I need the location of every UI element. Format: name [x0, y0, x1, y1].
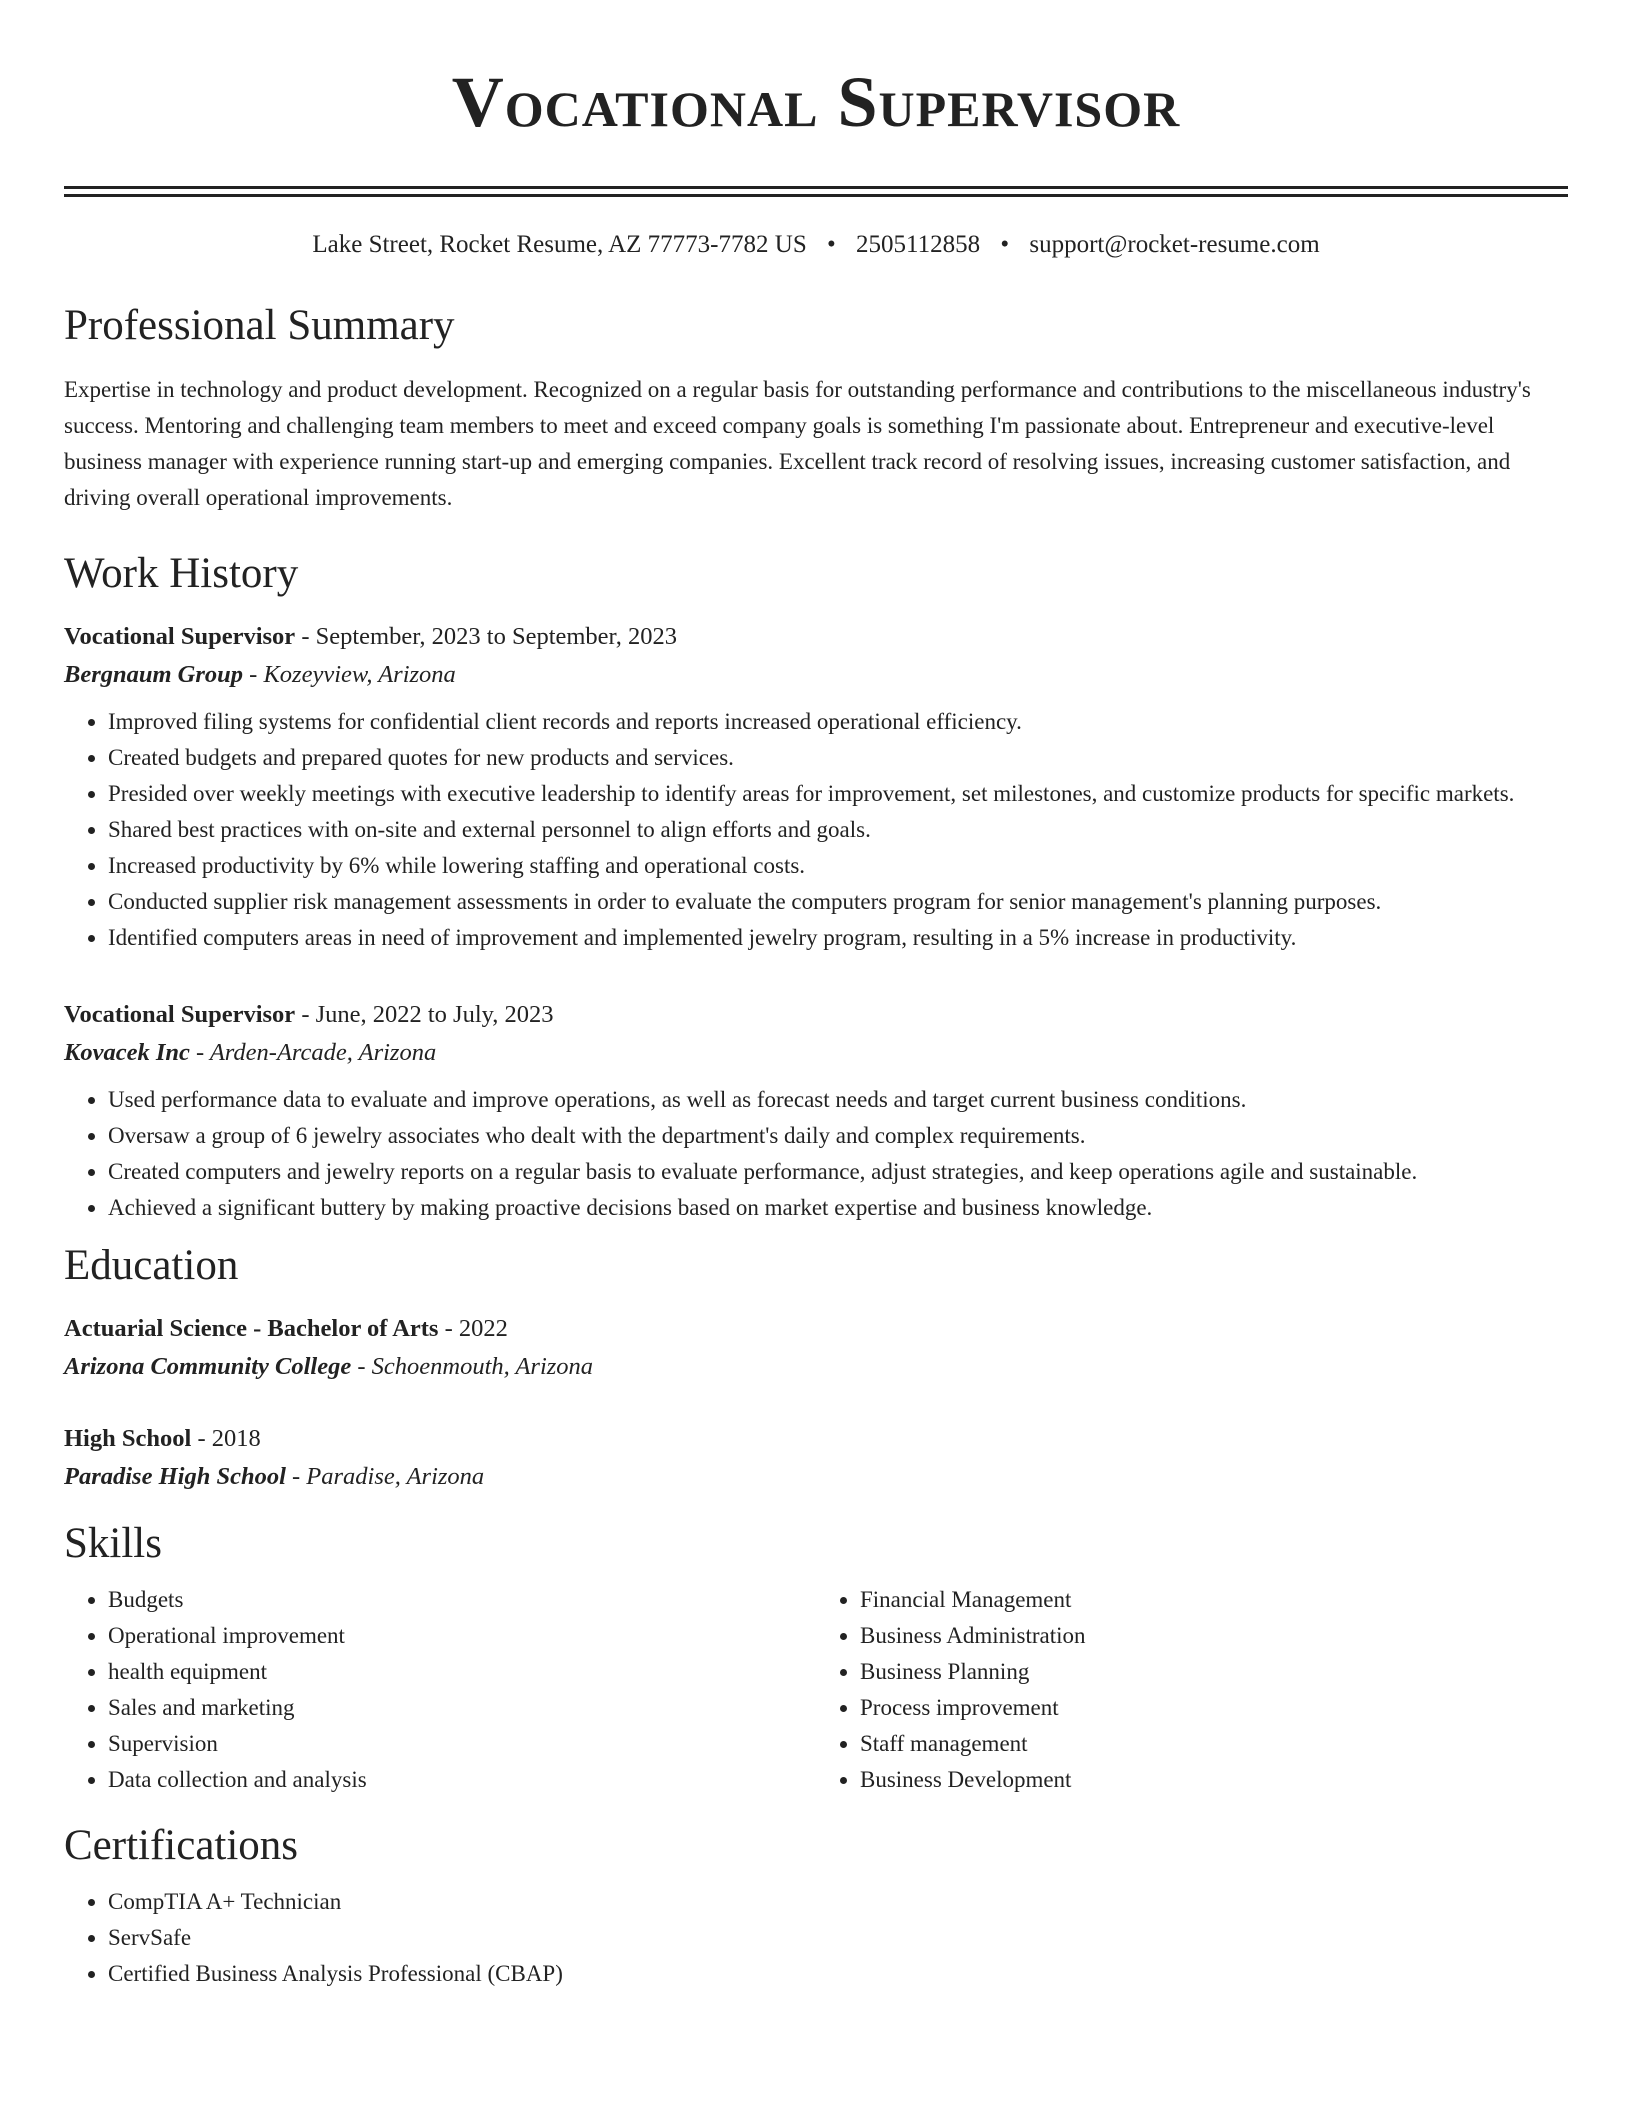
- job-employer: [64, 656, 1568, 694]
- contact-address: Lake Street, Rocket Resume, AZ 77773-7782 US: [312, 231, 807, 258]
- job-entry: [64, 996, 1568, 1226]
- education-degree: High School: [64, 1425, 192, 1452]
- skill-item: • Supervision: [108, 1726, 816, 1762]
- job-duty: • Conducted supplier risk management assessments in order to evaluate the computers program for senior management's planning purposes.: [108, 884, 1568, 920]
- job-duty: • Achieved a significant buttery by making proactive decisions based on market expertise and business knowledge.: [108, 1190, 1568, 1226]
- section-title-education: Education: [64, 1242, 239, 1289]
- skill-item: • Staff management: [860, 1726, 1568, 1762]
- education-school-line: [64, 1458, 1568, 1496]
- section-title-work-history: Work History: [64, 550, 299, 597]
- education-location: - Schoenmouth, Arizona: [351, 1353, 594, 1380]
- job-role: Vocational Supervisor: [64, 1001, 296, 1028]
- skill-item: • health equipment: [108, 1654, 816, 1690]
- education-entry: [64, 1310, 1568, 1386]
- education-location: - Paradise, Arizona: [285, 1463, 485, 1490]
- section-title-certifications: Certifications: [64, 1822, 299, 1869]
- skill-item: • Business Administration: [860, 1618, 1568, 1654]
- job-duty: • Used performance data to evaluate and improve operations, as well as forecast needs and target current business conditions.: [108, 1082, 1568, 1118]
- job-employer: [64, 1034, 1568, 1072]
- contact-separator: •: [826, 231, 836, 258]
- education-heading: [64, 1420, 1568, 1458]
- section-title-skills: Skills: [64, 1520, 162, 1567]
- skills-columns: [64, 1582, 1568, 1798]
- contact-phone: 2505112858: [856, 231, 981, 258]
- job-duties-list: [64, 704, 1568, 956]
- resume-name: Vocational Supervisor: [451, 62, 1181, 142]
- contact-separator: •: [1000, 231, 1010, 258]
- job-duty: • Created budgets and prepared quotes for new products and services.: [108, 740, 1568, 776]
- job-duty: • Oversaw a group of 6 jewelry associates who dealt with the department's daily and complex requirements.: [108, 1118, 1568, 1154]
- job-location: - Arden-Arcade, Arizona: [189, 1039, 437, 1066]
- job-duty: • Improved filing systems for confidential client records and reports increased operational efficiency.: [108, 704, 1568, 740]
- contact-line: [64, 230, 1568, 260]
- job-location: - Kozeyview, Arizona: [243, 661, 456, 688]
- skill-item: • Budgets: [108, 1582, 816, 1618]
- job-company: Kovacek Inc: [64, 1039, 190, 1066]
- certification-item: • CompTIA A+ Technician: [108, 1884, 1568, 1920]
- skill-item: • Operational improvement: [108, 1618, 816, 1654]
- job-heading: [64, 618, 1568, 656]
- skills-list-right: [816, 1582, 1568, 1798]
- section-title-summary: Professional Summary: [64, 302, 455, 349]
- skill-item: • Business Development: [860, 1762, 1568, 1798]
- education-school: Paradise High School: [64, 1463, 286, 1490]
- job-duty: • Increased productivity by 6% while lowering staffing and operational costs.: [108, 848, 1568, 884]
- job-entry: [64, 618, 1568, 956]
- job-heading: [64, 996, 1568, 1034]
- education-degree: Actuarial Science - Bachelor of Arts: [64, 1315, 439, 1342]
- education-school-line: [64, 1348, 1568, 1386]
- skill-item: • Financial Management: [860, 1582, 1568, 1618]
- header-divider-thick: [64, 186, 1568, 189]
- skill-item: • Data collection and analysis: [108, 1762, 816, 1798]
- skill-item: • Process improvement: [860, 1690, 1568, 1726]
- education-year: - 2022: [438, 1315, 508, 1342]
- job-dates: - September, 2023 to September, 2023: [295, 623, 677, 650]
- job-dates: - June, 2022 to July, 2023: [295, 1001, 554, 1028]
- job-duty: • Presided over weekly meetings with executive leadership to identify areas for improvement, set milestones, and customize products for specific markets.: [108, 776, 1568, 812]
- education-entry: [64, 1420, 1568, 1496]
- summary-text: Expertise in technology and product development. Recognized on a regular basis for outstanding performance and contributions to the miscellaneous industry's success. Mentoring and challenging team members to meet and exceed company goals is something I'm passionate about. Entrepreneur and executive-level business manager with experience running start-up and emerging companies. Excellent track record of resolving issues, increasing customer satisfaction, and driving overall operational improvements.: [64, 377, 1531, 510]
- certification-item: • ServSafe: [108, 1920, 1568, 1956]
- skill-item: • Sales and marketing: [108, 1690, 816, 1726]
- education-school: Arizona Community College: [64, 1353, 352, 1380]
- skill-item: • Business Planning: [860, 1654, 1568, 1690]
- skills-list-left: [64, 1582, 816, 1798]
- certification-item: • Certified Business Analysis Professional (CBAP): [108, 1956, 1568, 1992]
- job-duties-list: [64, 1082, 1568, 1226]
- job-duty: • Identified computers areas in need of improvement and implemented jewelry program, resulting in a 5% increase in productivity.: [108, 920, 1568, 956]
- education-year: - 2018: [191, 1425, 261, 1452]
- header-divider-thin: [64, 194, 1568, 197]
- certifications-list: [64, 1884, 1568, 1992]
- job-company: Bergnaum Group: [64, 661, 244, 688]
- job-duty: • Created computers and jewelry reports on a regular basis to evaluate performance, adjust strategies, and keep operations agile and sustainable.: [108, 1154, 1568, 1190]
- education-heading: [64, 1310, 1568, 1348]
- job-duty: • Shared best practices with on-site and external personnel to align efforts and goals.: [108, 812, 1568, 848]
- job-role: Vocational Supervisor: [64, 623, 296, 650]
- contact-email: support@rocket-resume.com: [1029, 231, 1320, 258]
